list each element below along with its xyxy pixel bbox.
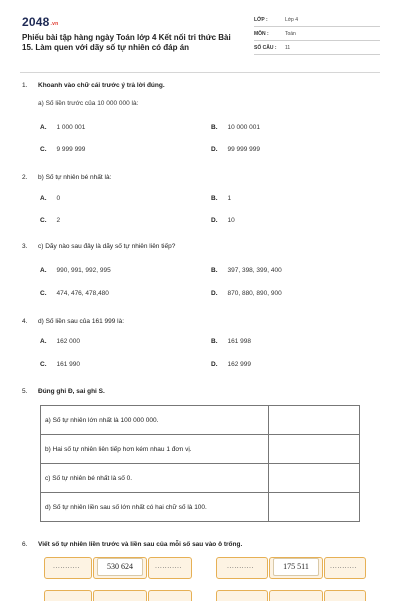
meta-question-count (254, 43, 380, 55)
next-row-box (216, 590, 268, 601)
table-row (41, 406, 360, 435)
answer-cell[interactable] (269, 435, 360, 464)
blank-dots: ........... (155, 563, 182, 570)
option-b[interactable]: B. 161 998 (211, 338, 251, 345)
number-fill-row (0, 557, 400, 579)
site-logo[interactable]: 2048.vn (22, 15, 59, 29)
question-1-sub: a) Số liền trước của 10 000 000 là: (38, 100, 139, 107)
option-a[interactable]: A. 1 000 001 (40, 124, 86, 131)
statement-cell: a) Số tự nhiên lớn nhất là 100 000 000. (41, 406, 269, 435)
given-number: 175 511 (273, 558, 319, 576)
statement-cell: d) Số tự nhiên liền sau số lớn nhất có hai chữ số là 100. (41, 493, 269, 522)
question-text: c) Dãy nào sau đây là dãy số tự nhiên liên tiếp? (38, 243, 176, 250)
next-row-box (44, 590, 92, 601)
table-row (41, 464, 360, 493)
meta-subject (254, 29, 380, 41)
option-d[interactable]: D. 99 999 999 (211, 146, 261, 153)
worksheet-header (0, 0, 400, 72)
question-text: b) Số tự nhiên bé nhất là: (38, 174, 112, 181)
next-row-box (148, 590, 192, 601)
true-false-table (40, 405, 360, 522)
question-text: Đúng ghi Đ, sai ghi S. (38, 388, 105, 395)
question-number: 3. (22, 243, 28, 250)
option-a[interactable]: A. 162 000 (40, 338, 80, 345)
option-c[interactable]: C. 474, 476, 478,480 (40, 290, 109, 297)
option-a[interactable]: A. 990, 991, 992, 995 (40, 267, 111, 274)
next-row-box (93, 590, 147, 601)
question-number: 5. (22, 388, 28, 395)
option-d[interactable]: D. 870, 880, 890, 900 (211, 290, 282, 297)
given-number: 530 624 (97, 558, 143, 576)
answer-cell[interactable] (269, 493, 360, 522)
option-b[interactable]: B. 1 (211, 195, 232, 202)
option-b[interactable]: B. 397, 398, 399, 400 (211, 267, 282, 274)
answer-cell[interactable] (269, 464, 360, 493)
header-divider (20, 72, 380, 73)
meta-label: LỚP : (254, 17, 268, 23)
meta-value: Lớp 4 (285, 17, 299, 23)
statement-cell: b) Hai số tự nhiên liên tiếp hơn kém nhau 1 đơn vị. (41, 435, 269, 464)
meta-label: SỐ CÂU : (254, 45, 277, 51)
question-number: 6. (22, 541, 28, 548)
blank-dots: ........... (53, 563, 80, 570)
option-c[interactable]: C. 9 999 999 (40, 146, 86, 153)
blank-dots: ........... (227, 563, 254, 570)
meta-value: 11 (285, 45, 291, 51)
next-row-box (324, 590, 366, 601)
meta-label: MÔN : (254, 31, 269, 37)
question-number: 2. (22, 174, 28, 181)
option-d[interactable]: D. 10 (211, 217, 235, 224)
table-row (41, 493, 360, 522)
table-row (41, 435, 360, 464)
option-d[interactable]: D. 162 999 (211, 361, 251, 368)
option-a[interactable]: A. 0 (40, 195, 61, 202)
worksheet-title: Phiếu bài tập hàng ngày Toán lớp 4 Kết nối tri thức Bài 15. Làm quen với dãy số tự nhiên có đáp án (22, 33, 231, 52)
option-b[interactable]: B. 10 000 001 (211, 124, 261, 131)
question-text: d) Số liền sau của 161 999 là: (38, 318, 125, 325)
blank-dots: ........... (330, 563, 357, 570)
question-text: Viết số tự nhiên liền trước và liền sau của mỗi số sau vào ô trống. (38, 541, 243, 548)
question-number: 4. (22, 318, 28, 325)
statement-cell: c) Số tự nhiên bé nhất là số 0. (41, 464, 269, 493)
option-c[interactable]: C. 2 (40, 217, 61, 224)
question-number: 1. (22, 82, 28, 89)
meta-value: Toán (285, 31, 296, 37)
question-text: Khoanh vào chữ cái trước ý trả lời đúng. (38, 82, 165, 89)
answer-cell[interactable] (269, 406, 360, 435)
meta-grade (254, 15, 380, 27)
option-c[interactable]: C. 161 990 (40, 361, 80, 368)
next-row-box (269, 590, 323, 601)
